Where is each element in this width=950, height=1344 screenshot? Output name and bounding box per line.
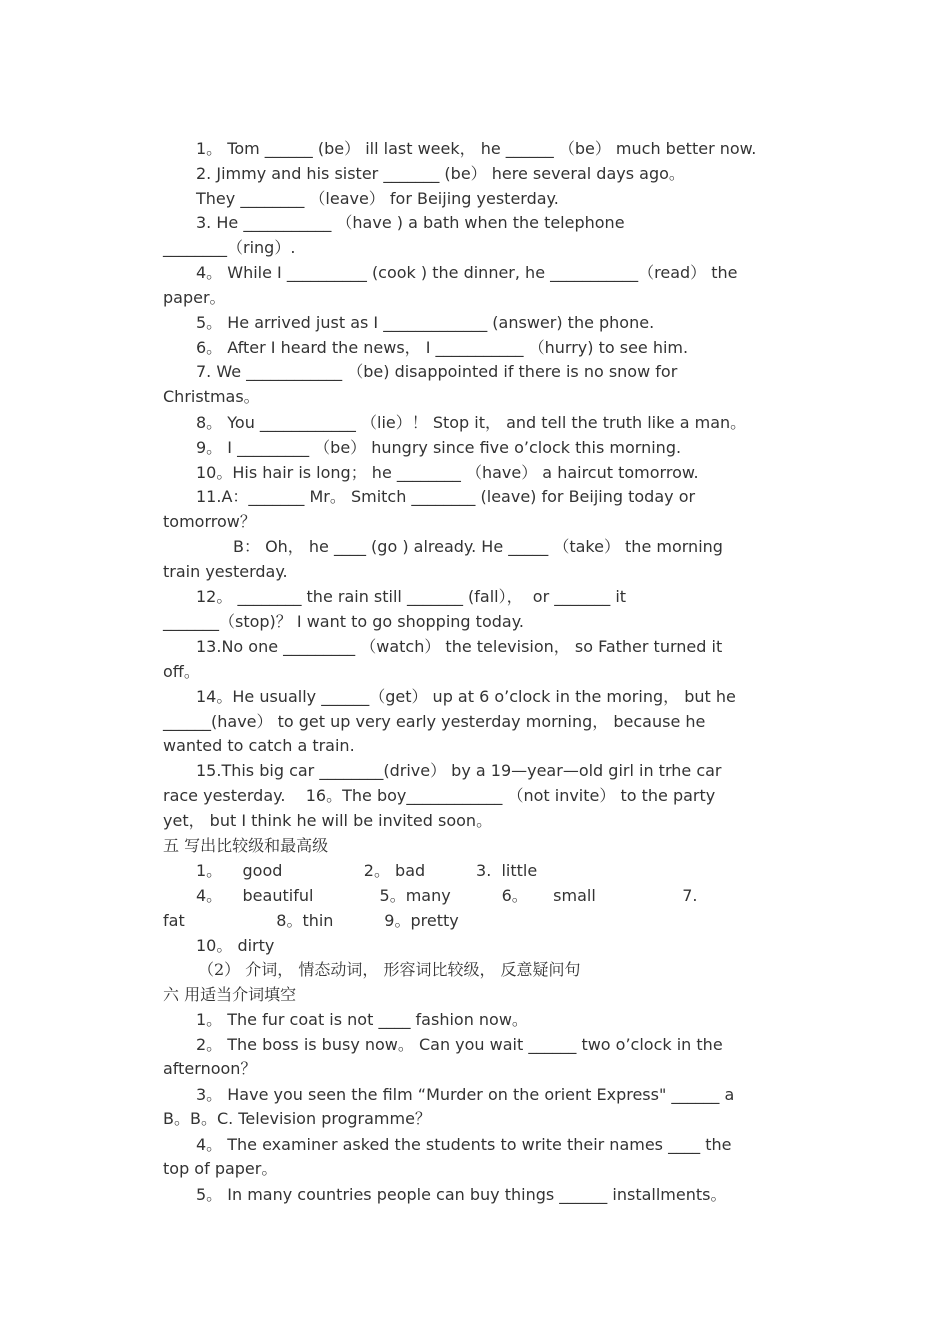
- exercise-line: paper。: [163, 288, 226, 307]
- exercise-line: B。B。C. Television programme？: [163, 1109, 431, 1128]
- exercise-line: 4。 The examiner asked the students to write their names ____ the: [196, 1135, 732, 1154]
- section-heading: 五 写出比较级和最高级: [163, 836, 329, 855]
- exercise-line: They ________ （leave） for Beijing yesterday.: [196, 189, 559, 208]
- section-heading: 六 用适当介词填空: [163, 985, 297, 1004]
- exercise-line: race yesterday. 16。The boy____________ （not invite） to the party: [163, 786, 716, 805]
- exercise-line: 2。 The boss is busy now。 Can you wait ______ two o’clock in the: [196, 1035, 723, 1054]
- exercise-line: 13.No one _________ （watch） the television， so Father turned it: [196, 637, 723, 656]
- exercise-line: 4。 While I __________ (cook ) the dinner, he ___________（read） the: [196, 263, 738, 282]
- exercise-line: ______(have） to get up very early yesterday morning， because he: [163, 712, 706, 731]
- exercise-line: wanted to catch a train.: [163, 736, 355, 755]
- exercise-line: 1。 The fur coat is not ____ fashion now。: [196, 1010, 528, 1029]
- exercise-line: ________（ring）.: [163, 238, 296, 257]
- exercise-line: 3。 Have you seen the film “Murder on the orient Express" ______ a: [196, 1085, 735, 1104]
- exercise-line: 12。 ________ the rain still _______ (fall）， or _______ it: [196, 587, 627, 606]
- exercise-line: 14。He usually ______（get） up at 6 o’clock in the moring， but he: [196, 687, 736, 706]
- exercise-line: yet， but I think he will be invited soon。: [163, 811, 493, 830]
- exercise-line: 10。His hair is long； he ________ （have） a haircut tomorrow.: [196, 463, 699, 482]
- exercise-line: 6。 After I heard the news， I ___________ （hurry) to see him.: [196, 338, 689, 357]
- exercise-line: 7. We ____________ （be) disappointed if there is no snow for: [196, 362, 678, 381]
- section-subheading: （2） 介词， 情态动词， 形容词比较级， 反意疑问句: [198, 960, 581, 979]
- exercise-line: 15.This big car ________(drive） by a 19—year—old girl in trhe car: [196, 761, 722, 780]
- exercise-line: train yesterday.: [163, 562, 288, 581]
- exercise-line: Christmas。: [163, 387, 260, 406]
- exercise-line: B： Oh， he ____ (go ) already. He _____ （take） the morning: [233, 537, 723, 556]
- exercise-line: 4。 beautiful 5。many 6。 small 7.: [196, 886, 698, 905]
- exercise-line: 11.A：_______ Mr。 Smitch ________ (leave) for Beijing today or: [196, 487, 696, 506]
- exercise-line: 5。 He arrived just as I _____________ (answer) the phone.: [196, 313, 655, 332]
- exercise-line: 8。 You ____________ （lie）！ Stop it， and tell the truth like a man。: [196, 413, 747, 432]
- exercise-line: fat 8。thin 9。pretty: [163, 911, 459, 930]
- exercise-line: off。: [163, 662, 200, 681]
- exercise-line: 10。 dirty: [196, 936, 275, 955]
- exercise-line: 1。 Tom ______ (be） ill last week， he ______ （be） much better now.: [196, 139, 757, 158]
- exercise-line: 1。 good 2。 bad 3. little: [196, 861, 538, 880]
- exercise-line: afternoon？: [163, 1059, 257, 1078]
- exercise-line: top of paper。: [163, 1159, 278, 1178]
- exercise-line: _______（stop)？ I want to go shopping today.: [163, 612, 524, 631]
- exercise-line: 2. Jimmy and his sister _______ (be） here several days ago。: [196, 164, 685, 183]
- exercise-line: 9。 I _________ （be） hungry since five o’clock this morning.: [196, 438, 682, 457]
- exercise-line: 3. He ___________ （have ) a bath when the telephone: [196, 213, 625, 232]
- exercise-line: tomorrow？: [163, 512, 256, 531]
- exercise-line: 5。 In many countries people can buy things ______ installments。: [196, 1185, 727, 1204]
